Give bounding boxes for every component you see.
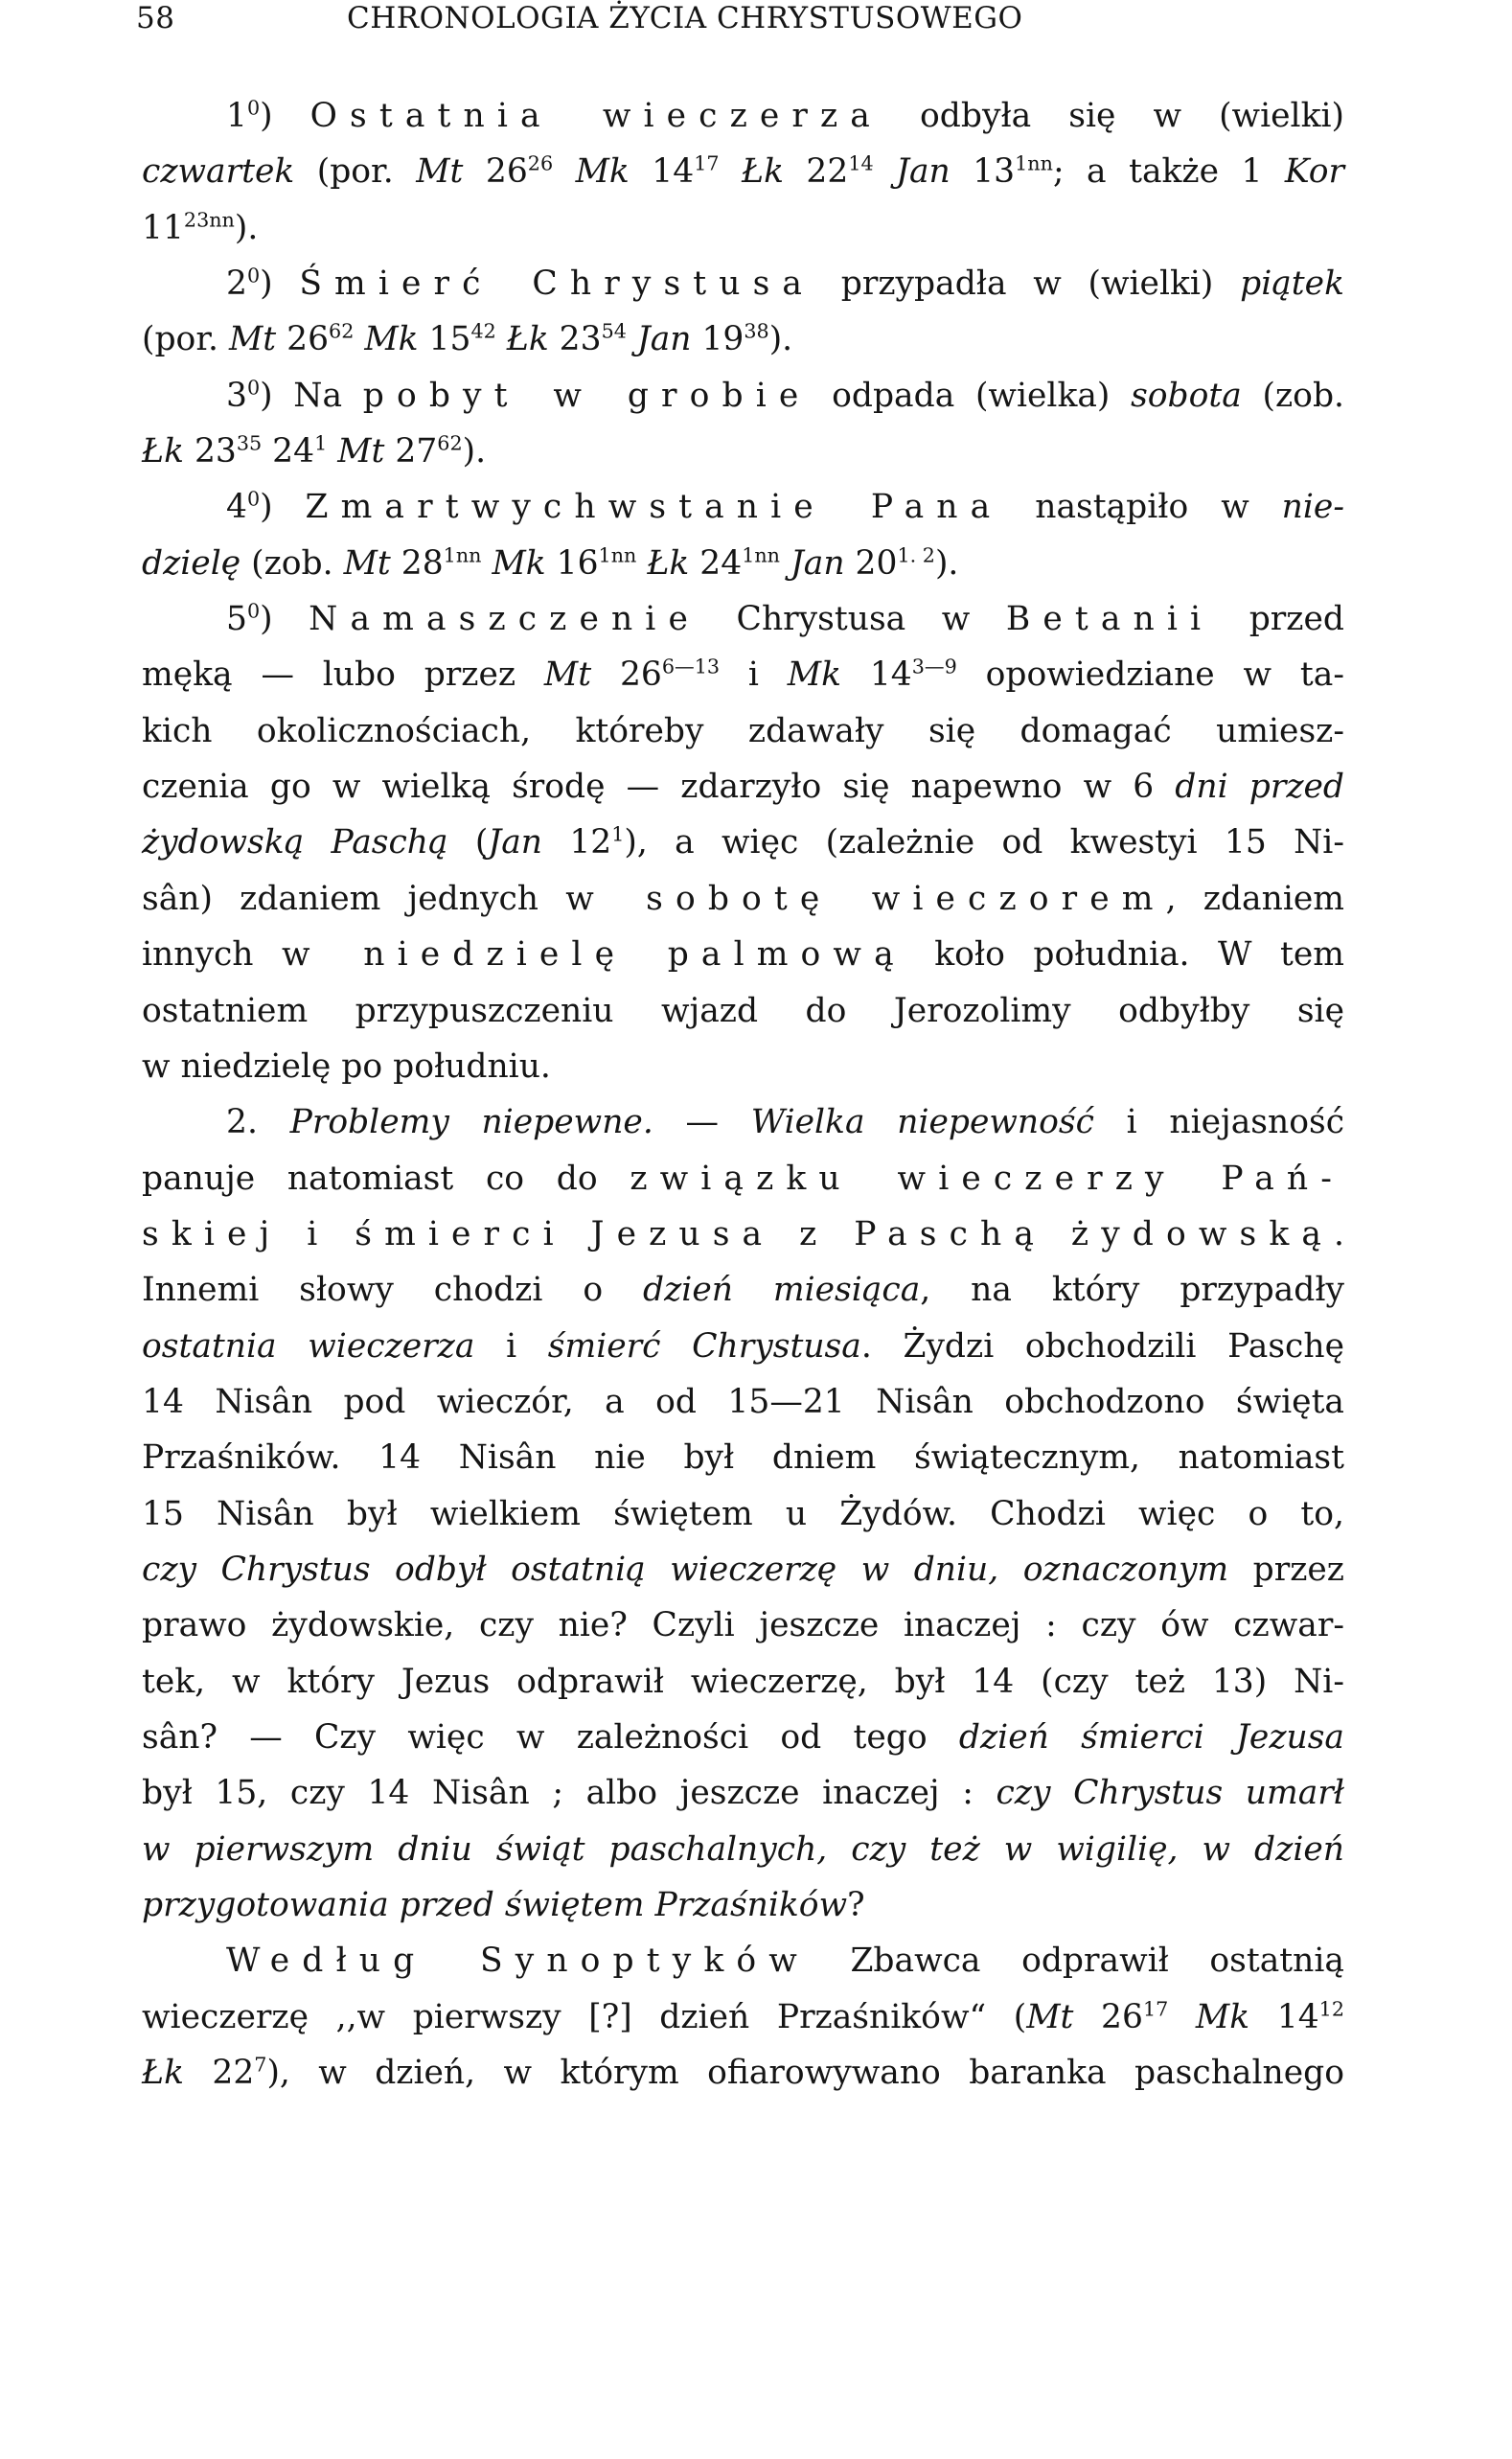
spaced-text: skiej i śmierci Jezusa z Paschą żydowską (142, 1214, 1335, 1253)
superscript: 12 (1318, 1997, 1344, 2021)
italic-text: w pierwszym dniu świąt paschalnych, czy też w wigilię, w dzień (142, 1829, 1344, 1869)
text-run: (por. (142, 320, 229, 359)
text-line (142, 1430, 1344, 1485)
text-run: 26 (591, 655, 662, 695)
superscript: 38 (744, 319, 769, 343)
text-run: . (1334, 1214, 1344, 1253)
italic-text: przygotowania przed świętem Przaśników (142, 1886, 848, 1924)
text-line (142, 983, 1344, 1039)
text-run: nastąpiło w (1002, 488, 1282, 527)
text-line (142, 1094, 1344, 1150)
text-run: opowiedziane w ta- (956, 655, 1345, 695)
running-title: CHRONOLOGIA ŻYCIA CHRYSTUSOWEGO (347, 1, 1023, 35)
text-run: . Żydzi obchodzili Paschę (860, 1326, 1345, 1366)
text-run: 20 (844, 543, 898, 583)
italic-text: Mt (416, 152, 464, 192)
text-run: 4 (226, 488, 247, 527)
text-run (874, 152, 896, 191)
text-run (636, 544, 647, 583)
text-run: sân) zdaniem jednych (142, 879, 566, 918)
text-run: (por. (294, 152, 417, 192)
text-run: 2. (226, 1103, 290, 1142)
text-run: , na który przypadły (920, 1271, 1344, 1310)
text-run: 14 (1249, 1997, 1319, 2036)
text-line (142, 256, 1344, 311)
spaced-text: Ostatnia wieczerza (309, 97, 882, 135)
text-run: przed (1213, 600, 1344, 639)
text-run: i niejasność (1093, 1103, 1345, 1142)
text-run: ), w dzień, w którym ofiarowywano baranka paschalnego (266, 2054, 1345, 2093)
italic-text: Mt (337, 432, 385, 471)
text-line (142, 1151, 1344, 1207)
superscript: 14 (848, 151, 874, 175)
spaced-text: w niedzielę palmową (282, 935, 906, 975)
text-run: przypadła w (wielki) (814, 264, 1241, 304)
text-run: kich okolicznościach, któreby zdawały się domagać umiesz- (142, 711, 1344, 750)
superscript: 17 (1142, 1997, 1169, 2021)
italic-text: Jan (488, 823, 543, 862)
text-line (142, 1262, 1344, 1318)
text-line (142, 424, 1344, 479)
text-run: odbyła się w (wielki) (882, 97, 1344, 135)
superscript: 17 (694, 151, 720, 175)
text-line (142, 1710, 1344, 1765)
text-run: 1 (226, 97, 247, 135)
text-line (142, 144, 1344, 199)
text-run: 2 (226, 264, 247, 304)
text-run: ) Na (260, 376, 363, 415)
text-run (780, 544, 790, 583)
text-line (142, 368, 1344, 424)
text-run: 5 (226, 600, 247, 639)
italic-text: nie- (1281, 488, 1344, 527)
superscript: 42 (470, 319, 496, 343)
text-run (720, 152, 742, 191)
italic-text: Łk (142, 2054, 184, 2093)
text-run: 14 (841, 655, 912, 695)
text-line (142, 1542, 1344, 1597)
superscript: 0 (246, 487, 261, 511)
italic-text: dzień miesiąca (643, 1271, 921, 1310)
text-run: ) (260, 600, 309, 639)
italic-text: dzielę (142, 543, 241, 583)
text-run: ), a więc (zależnie od kwestyi 15 Ni- (624, 823, 1344, 862)
text-line (142, 1486, 1344, 1542)
text-run: prawo żydowskie, czy nie? Czyli jeszcze inaczej : czy ów czwar- (142, 1606, 1344, 1645)
text-line (142, 1374, 1344, 1430)
text-line (142, 1822, 1344, 1877)
text-run: ) (260, 264, 300, 304)
text-run: był 15, czy 14 Nisân ; albo jeszcze inaczej : (142, 1774, 997, 1813)
text-run: 14 Nisân pod wieczór, a od 15—21 Nisân obchodzono święta (142, 1382, 1344, 1421)
italic-text: Problemy niepewne. (289, 1103, 653, 1142)
italic-text: Mk (787, 655, 841, 695)
italic-text: Łk (506, 320, 549, 359)
superscript: 0 (246, 376, 261, 400)
text-run: 15 Nisân był wielkiem świętem u Żydów. Chodzi więc o to, (142, 1494, 1344, 1533)
italic-text: Łk (741, 152, 784, 192)
spaced-text: Zmartwychwstanie Pana (305, 488, 1003, 527)
text-line (142, 703, 1344, 759)
superscript: 26 (527, 151, 554, 175)
text-line (142, 311, 1344, 367)
text-run: (zob. (1241, 376, 1344, 415)
spaced-text: Namaszczenie (309, 600, 700, 639)
italic-text: Łk (142, 432, 184, 471)
superscript: 0 (246, 264, 261, 287)
text-run: ). (934, 543, 959, 583)
text-run: tek, w który Jezus odprawił wieczerzę, był 14 (czy też 13) Ni- (142, 1662, 1344, 1701)
text-run: 13 (950, 152, 1016, 192)
italic-text: Mt (543, 655, 592, 695)
spaced-text: Według Synoptyków (226, 1942, 810, 1981)
text-run: 23 (183, 432, 237, 471)
page-number: 58 (136, 1, 175, 35)
text-line (142, 871, 1344, 927)
text-run: i (474, 1326, 548, 1366)
text-run: ). (768, 320, 793, 359)
italic-text: sobota (1131, 376, 1242, 415)
superscript: 6—13 (661, 655, 721, 678)
text-run: ) (260, 488, 306, 527)
text-run: w niedzielę po południu. (142, 1046, 551, 1086)
text-run: ostatniem przypuszczeniu wjazd do Jerozolimy odbyłby się (142, 991, 1344, 1030)
text-run (496, 320, 507, 358)
text-run: panuje natomiast co do (142, 1159, 630, 1198)
text-run: 19 (691, 320, 745, 359)
text-run: , zdaniem (1165, 879, 1344, 918)
text-run: ). (234, 208, 259, 247)
italic-text: czwartek (142, 152, 295, 192)
text-run: 3 (226, 376, 247, 415)
superscript: 1. 2 (897, 543, 935, 567)
text-run: 27 (384, 432, 438, 471)
text-run: — (653, 1103, 751, 1142)
running-header (136, 0, 1344, 38)
text-run (627, 320, 637, 358)
text-line (142, 815, 1344, 870)
text-line (142, 536, 1344, 591)
italic-text: Mk (492, 543, 546, 583)
text-line (142, 759, 1344, 815)
text-run: przez (1228, 1550, 1344, 1589)
text-run: ) (260, 97, 310, 135)
italic-text: Mk (575, 152, 630, 192)
text-run: 22 (783, 152, 849, 192)
text-line (142, 927, 1344, 982)
text-run: ( (447, 823, 489, 862)
text-run: 24 (262, 432, 315, 471)
text-line (142, 200, 1344, 256)
superscript: 0 (246, 599, 261, 623)
italic-text: Mk (364, 320, 419, 359)
text-run: ; a także 1 (1052, 152, 1285, 192)
superscript: 7 (254, 2053, 267, 2077)
text-line (142, 1877, 1344, 1933)
superscript: 1nn (1015, 151, 1053, 175)
italic-text: Mt (228, 320, 277, 359)
text-run (481, 544, 492, 583)
superscript: 1nn (598, 543, 637, 567)
text-line (142, 1989, 1344, 2045)
text-run: Przaśników. 14 Nisân nie był dniem świątecznym, natomiast (142, 1438, 1344, 1478)
text-run: 26 (463, 152, 528, 192)
italic-text: Kor (1284, 152, 1345, 192)
text-run: Zbawca odprawił ostatnią (809, 1942, 1344, 1981)
italic-text: Wielka niepewność (750, 1103, 1094, 1142)
text-run (1168, 1998, 1196, 2036)
text-run (354, 320, 364, 358)
italic-text: żydowską Paschą (142, 823, 448, 862)
text-line (142, 647, 1344, 702)
text-run: 28 (390, 543, 444, 583)
spaced-text: w sobotę wieczorem (565, 879, 1166, 918)
italic-text: ostatnia wieczerza (142, 1326, 475, 1366)
superscript: 62 (329, 319, 355, 343)
text-run: (zob. (241, 543, 344, 583)
superscript: 54 (601, 319, 627, 343)
text-run: 14 (629, 152, 695, 192)
italic-text: piątek (1240, 264, 1344, 304)
text-run: 12 (542, 823, 612, 862)
spaced-text: pobyt w grobie (362, 376, 812, 415)
superscript: 62 (437, 431, 463, 455)
italic-text: śmierć Chrystusa (547, 1326, 861, 1366)
text-run: ? (847, 1886, 865, 1924)
superscript: 23nn (183, 208, 235, 232)
text-run: 11 (142, 208, 184, 247)
italic-text: czy Chrystus umarł (996, 1774, 1344, 1813)
text-line (142, 1654, 1344, 1710)
text-run: 16 (545, 543, 599, 583)
italic-text: Mt (1026, 1997, 1074, 2036)
superscript: 1 (314, 431, 328, 455)
text-run (553, 152, 575, 191)
text-line (142, 1319, 1344, 1374)
text-run: wieczerzę ,,w pierwszy [?] dzień Przaśników“ ( (142, 1997, 1027, 2036)
text-line (142, 88, 1344, 144)
text-run: 26 (276, 320, 330, 359)
text-run: koło południa. W tem (905, 935, 1344, 975)
text-run: 24 (689, 543, 743, 583)
italic-text: Jan (896, 152, 951, 192)
text-line (142, 1207, 1344, 1262)
text-line (142, 2045, 1344, 2101)
italic-text: dni przed (1175, 768, 1345, 807)
text-line (142, 1765, 1344, 1821)
text-run: i (720, 655, 788, 695)
text-line (142, 479, 1344, 535)
text-run: ). (462, 432, 487, 471)
superscript: 35 (236, 431, 263, 455)
text-run: męką — lubo przez (142, 655, 544, 695)
italic-text: czy Chrystus odbył ostatnią wieczerzę w dniu, oznaczonym (142, 1550, 1229, 1589)
italic-text: Łk (647, 543, 690, 583)
spaced-text: związku wieczerzy Pań- (630, 1159, 1344, 1198)
text-line (142, 1039, 1344, 1094)
text-run: 22 (183, 2054, 255, 2093)
italic-text: Mt (343, 543, 391, 583)
text-line (142, 591, 1344, 647)
text-run: innych (142, 935, 283, 975)
text-line (142, 1597, 1344, 1653)
superscript: 1 (611, 822, 625, 846)
text-run: 26 (1073, 1997, 1143, 2036)
italic-text: dzień śmierci Jezusa (958, 1717, 1344, 1757)
book-page (136, 0, 1345, 2459)
text-run: sân? — Czy więc w zależności od tego (142, 1717, 959, 1757)
italic-text: Jan (790, 543, 845, 583)
spaced-text: Betanii (1005, 600, 1214, 639)
text-run: 15 (418, 320, 471, 359)
superscript: 1nn (742, 543, 780, 567)
spaced-text: Śmierć Chrystusa (299, 264, 815, 304)
italic-text: Mk (1195, 1997, 1250, 2036)
superscript: 0 (246, 96, 261, 120)
superscript: 1nn (443, 543, 482, 567)
text-run: Chrystusa w (699, 600, 1006, 639)
text-line (142, 1933, 1344, 1988)
text-run (327, 432, 337, 471)
text-run: czenia go w wielką środę — zdarzyło się napewno w 6 (142, 768, 1176, 807)
body-text (142, 88, 1344, 2101)
text-run: 23 (548, 320, 602, 359)
italic-text: Jan (636, 320, 692, 359)
superscript: 3—9 (911, 655, 957, 678)
text-run: odpada (wielka) (811, 376, 1132, 415)
text-run: Innemi słowy chodzi o (142, 1271, 644, 1310)
